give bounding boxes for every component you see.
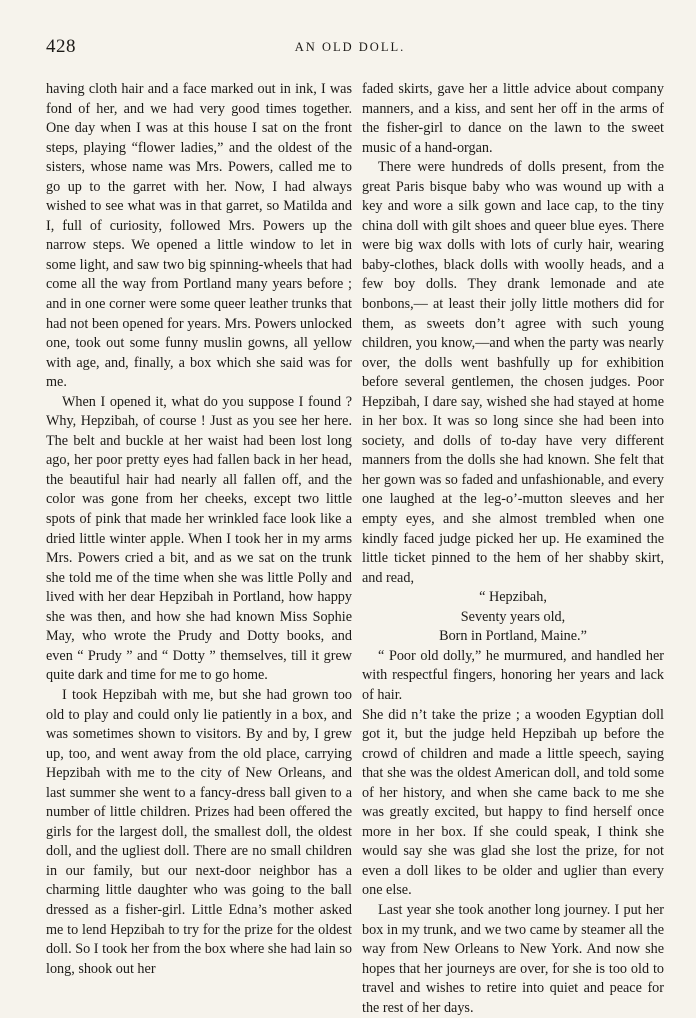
- paragraph: I took Hepzibah with me, but she had grown too old to play and could only lie patiently in a box, and was sometimes shown to visitors. By and by, I grew up, too, and went away from the old place, carrying Hepzibah with me to the city of New Orleans, and last summer she went to a fancy-dress ball given to a number of little children. Prizes had been offered the girls for the largest doll, the smallest doll, the oldest doll, and the ugliest doll. There are no small children in our family, but our next-door neighbor has a charming little daughter who was going to the ball dressed as a fisher-girl. Little Edna’s mother asked me to lend Hepzibah to try for the prize for the oldest doll. So I took her from the box where she had lain so long, shook out her: [46, 686, 352, 977]
- paragraph: having cloth hair and a face marked out in ink, I was fond of her, and we had very good times together. One day when I was at this house I sat on the front steps, playing “flower ladies,” and the oldest of the sisters, whose name was Mrs. Powers, called me to go up to the garret with her. Now, I had always wished to see what was in that garret, so Matilda and I, full of curiosity, followed Mrs. Powers up the narrow steps. We opened a little window to let in some light, and saw two big spinning-wheels that had come all the way from Portland many years before ; and in one corner were some queer leather trunks that had not been opened for years. Mrs. Powers unlocked one, took out some funny muslin gowns, all yellow with age, and, finally, a box which she said was for me.: [46, 81, 352, 391]
- page-number: 428: [46, 36, 76, 57]
- paragraph: Last year she took another long journey. I put her box in my trunk, and we two came by steamer all the way from New Orleans to New York. And now she hopes that her journeys are over, for she is too old to travel and wishes to retire into quiet and peace for the rest of her days.: [362, 901, 664, 1016]
- running-title: AN OLD DOLL.: [294, 40, 406, 54]
- right-column: [362, 80, 664, 1018]
- paragraph: She did n’t take the prize ; a wooden Egyptian doll got it, but the judge held Hepzibah up before the crowd of children and made a little speech, saying that she was the oldest American doll, and told some of her history, and when she came back to me she was greatly excited, but happy to find herself once more in her box. If she could speak, I think she would say she was glad she lost the prize, for not even a doll likes to be older and uglier than every one else.: [362, 706, 664, 899]
- ticket-line: “ Hepzibah,: [479, 589, 547, 606]
- left-column: [46, 80, 352, 979]
- paragraph: There were hundreds of dolls present, from the great Paris bisque baby who was wound up with a key and wore a silk gown and lace cap, to the tiny china doll with gilt shoes and queer blue eyes. There were big wax dolls with lots of curly hair, wearing baby-clothes, black dolls with woolly heads, and a few boy dolls. They drank lemonade and ate bonbons,— at least their jolly little mothers did for them, as sweets don’t agree with such young children, you know,—and when the party was nearly over, the dolls went bashfully up for exhibition before several gentlemen, the chosen judges. Poor Hepzibah, I dare say, wished she had stayed at home in her box. It was so long since she had been into society, and dolls of to-day have very different manners from the dolls she had known. She felt that her gown was so faded and unfashionable, and every one laughed at the leg-o’-mutton sleeves and her empty eyes, and she almost trembled when one kindly faced judge picked her up. He examined the little ticket pinned to the hem of her shabby skirt, and read,: [362, 159, 664, 586]
- paragraph: “ Poor old dolly,” he murmured, and handled her with respectful fingers, honoring her years and lack of hair.: [362, 647, 664, 703]
- paragraph: When I opened it, what do you suppose I found ? Why, Hepzibah, of course ! Just as you see her here. The belt and buckle at her waist had been lost long ago, her poor pretty eyes had fallen back in her head, the beautiful hair had nearly all fallen off, and the color was gone from her cheeks, except two little spots of pink that made her wrinkled face look like a dried little winter apple. When I took her in my arms Mrs. Powers cried a bit, and as we sat on the trunk she told me of the time when she was little Polly and lived with her dear Hepzibah in Portland, how happy she was then, and how she had known Miss Sophie May, who wrote the Prudy and Dotty books, and even “ Prudy ” and “ Dotty ” themselves, till it grew quite dark and time for me to go home.: [46, 393, 352, 684]
- doll-ticket-verse: [362, 588, 664, 647]
- paragraph: faded skirts, gave her a little advice about company manners, and a kiss, and sent her off in the arms of the fisher-girl to dance on the lawn to the sweet music of a hand-organ.: [362, 81, 664, 156]
- ticket-line: Seventy years old,: [460, 608, 566, 625]
- ticket-line: Born in Portland, Maine.”: [439, 628, 587, 645]
- page-header: [46, 36, 654, 60]
